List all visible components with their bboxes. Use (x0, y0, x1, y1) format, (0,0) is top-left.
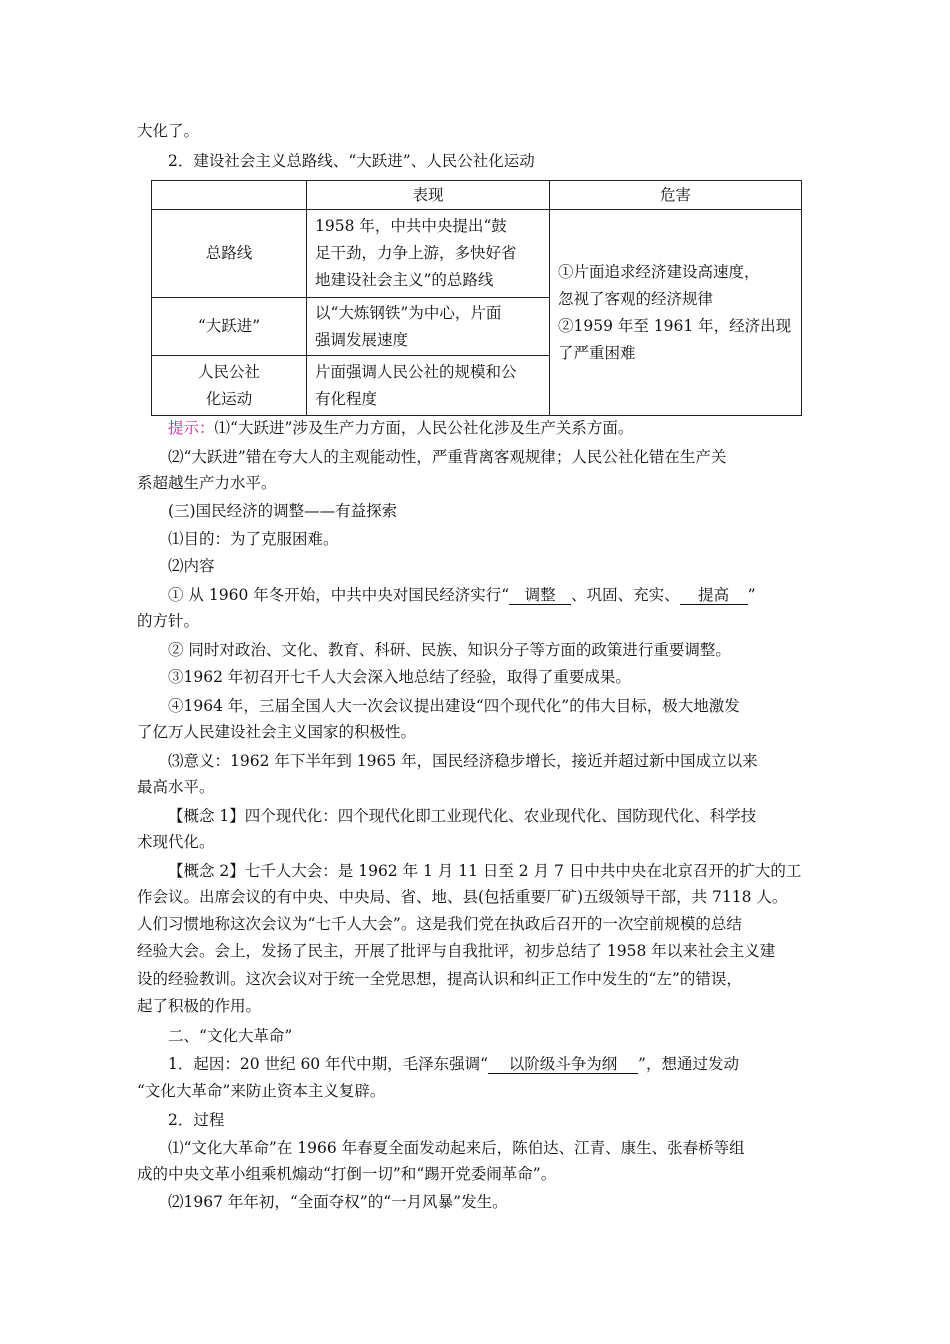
cell-line: 片面强调人民公社的规模和公 (315, 362, 517, 381)
cell-line: 以“大炼钢铁”为中心，片面 (315, 303, 502, 322)
table-header-row (152, 181, 802, 210)
cell-line: ②1959 年至 1961 年，经济出现 (558, 316, 792, 335)
table-header-cell: 表现 (307, 181, 550, 210)
cell-line: 忽视了客观的经济规律 (558, 289, 714, 308)
comparison-table (151, 180, 802, 416)
section-heading: 2．建设社会主义总路线、“大跃进”、人民公社化运动 (168, 152, 535, 170)
text-span: ① 从 1960 年冬开始，中共中央对国民经济实行“ (168, 586, 510, 604)
text-line: “文化大革命”来防止资本主义复辟。 (137, 1082, 386, 1100)
cell-line: 足干劲，力争上游，多快好省 (315, 244, 517, 262)
cell-line: 1958 年，中共中央提出“鼓 (315, 217, 507, 235)
text-line: 成的中央文革小组乘机煽动“打倒一切”和“踢开党委闹革命”。 (137, 1165, 557, 1183)
text-line: ⑴“文化大革命”在 1966 年春夏全面发动起来后，陈伯达、江青、康生、张春桥等组 (168, 1139, 745, 1157)
text-span: ”，想通过发动 (638, 1055, 739, 1073)
text-line: 术现代化。 (137, 833, 215, 851)
fill-blank-line (168, 585, 817, 605)
concept-line: 【概念 2】七千人大会：是 1962 年 1 月 11 日至 2 月 7 日中共中央在北京召开的扩大的工 (168, 862, 802, 880)
text-line: ⑴目的：为了克服困难。 (168, 530, 339, 548)
text-line: 最高水平。 (137, 778, 215, 796)
harm-cell (550, 210, 802, 416)
text-line: 大化了。 (137, 122, 200, 140)
answer-blank: 以阶级斗争为纲 (488, 1055, 638, 1074)
fill-blank-line (168, 1054, 817, 1074)
answer-blank: 调整 (509, 586, 571, 605)
text-line: 系超越生产力水平。 (137, 474, 277, 492)
text-line: 设的经验教训。这次会议对于统一全党思想，提高认识和纠正工作中发生的“左”的错误， (137, 970, 742, 988)
hint-line (168, 418, 817, 438)
text-span: 、巩固、充实、 (571, 586, 680, 604)
subsection-heading: (三)国民经济的调整——有益探索 (168, 502, 398, 520)
row-label: 总路线 (152, 210, 307, 298)
section-heading: 二、“文化大革命” (168, 1027, 293, 1045)
hint-label: 提示： (168, 419, 215, 437)
text-line: 起了积极的作用。 (137, 997, 262, 1015)
text-line: ③1962 年初召开七千人大会深入地总结了经验，取得了重要成果。 (168, 668, 631, 686)
text-line: ⑶意义：1962 年下半年到 1965 年，国民经济稳步增长，接近并超过新中国成立以来 (168, 752, 758, 770)
table-cell (307, 356, 550, 416)
cell-line: 地建设社会主义”的总路线 (315, 271, 494, 289)
table-header-cell: 危害 (550, 181, 802, 210)
table-cell (307, 298, 550, 356)
hint-text: ⑴“大跃进”涉及生产力方面，人民公社化涉及生产关系方面。 (214, 419, 634, 437)
row-label (152, 356, 307, 416)
text-line: 人们习惯地称这次会议为“七千人大会”。这是我们党在执政后召开的一次空前规模的总结 (137, 915, 742, 933)
cell-line: ①片面追求经济建设高速度， (558, 262, 760, 281)
table-row (152, 210, 802, 298)
text-line: ⑵内容 (168, 557, 215, 575)
answer-blank: 提高 (680, 586, 748, 605)
text-span: 1．起因：20 世纪 60 年代中期，毛泽东强调“ (168, 1055, 489, 1073)
text-line: ⑵1967 年年初，“全面夺权”的“一月风暴”发生。 (168, 1193, 508, 1211)
text-line: 作会议。出席会议的有中央、中央局、省、地、县(包括重要厂矿)五级领导干部，共 7118 人。 (137, 888, 788, 906)
text-line: 的方针。 (137, 612, 200, 630)
text-line: ⑵“大跃进”错在夸大人的主观能动性，严重背离客观规律；人民公社化错在生产关 (168, 448, 727, 466)
table-header-cell (152, 181, 307, 210)
subsection-heading: 2．过程 (168, 1111, 225, 1129)
cell-line: 有化程度 (315, 389, 378, 408)
cell-line: 人民公社 (197, 362, 260, 381)
concept-line: 【概念 1】四个现代化：四个现代化即工业现代化、农业现代化、国防现代化、科学技 (168, 807, 757, 825)
text-line: ④1964 年，三届全国人大一次会议提出建设“四个现代化”的伟大目标，极大地激发 (168, 697, 740, 715)
cell-line: 化运动 (205, 389, 253, 408)
cell-line: 了严重困难 (558, 343, 636, 362)
row-label: “大跃进” (152, 298, 307, 356)
table-cell (307, 210, 550, 298)
text-line: 经验大会。会上，发扬了民主，开展了批评与自我批评，初步总结了 1958 年以来社会主义建 (137, 942, 776, 960)
text-span: ” (747, 586, 756, 604)
text-line: ② 同时对政治、文化、教育、科研、民族、知识分子等方面的政策进行重要调整。 (168, 641, 731, 659)
text-line: 了亿万人民建设社会主义国家的积极性。 (137, 723, 417, 741)
cell-line: 强调发展速度 (315, 330, 409, 349)
